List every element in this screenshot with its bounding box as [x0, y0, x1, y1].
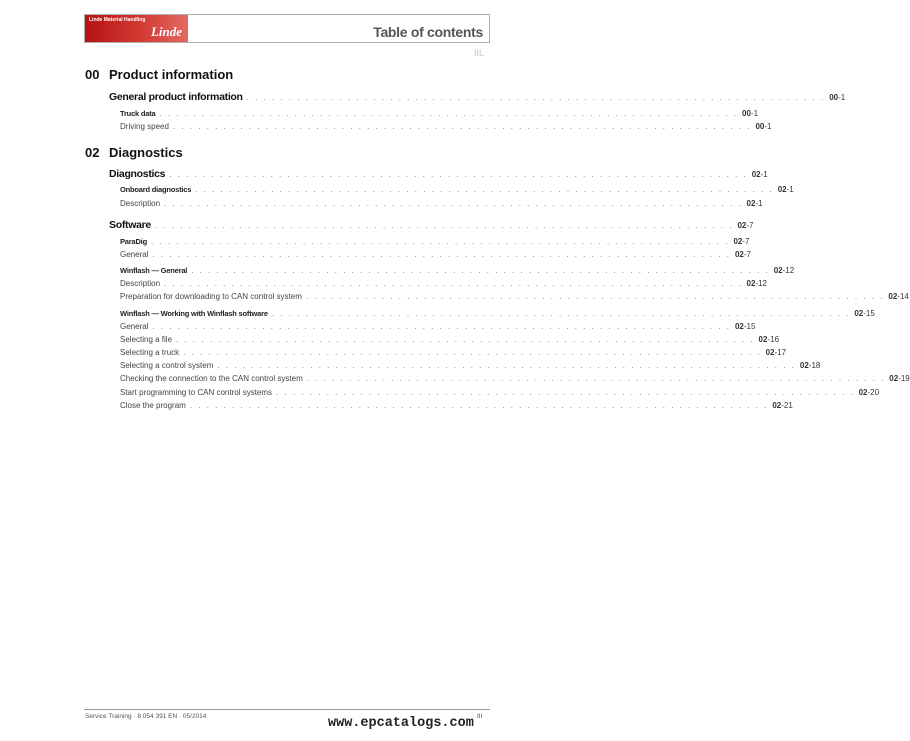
toc-entry[interactable]	[120, 122, 772, 131]
toc-page-number: 02-1	[746, 199, 763, 208]
toc-page-number: 02-7	[733, 237, 750, 246]
toc-entry[interactable]	[109, 168, 768, 180]
toc-entry-label: Onboard diagnostics	[120, 185, 192, 194]
dot-leader: . . . . . . . . . . . . . . . . . . . . . . . . . . . . . . . . . . . . . . . . . . . . . . . . . . . . . . . . . . . . . . . . . . . . .	[305, 292, 885, 301]
toc-page-number: 02-21	[772, 401, 793, 410]
toc-entry[interactable]	[120, 266, 795, 275]
toc-entry[interactable]	[120, 309, 875, 318]
toc-entry-label: Close the program	[120, 401, 186, 410]
toc-page-number: 00-1	[742, 109, 759, 118]
dot-leader: . . . . . . . . . . . . . . . . . . . . . . . . . . . . . . . . . . . . . . . . . . . . . . . . . . . . . . . . . . . . . . . . . . . . .	[195, 185, 774, 194]
dot-leader: . . . . . . . . . . . . . . . . . . . . . . . . . . . . . . . . . . . . . . . . . . . . . . . . . . . . . . . . . . . . . . . . . . . . .	[159, 109, 739, 118]
corner-mark: IIL	[474, 48, 485, 58]
chapter-heading	[85, 67, 233, 82]
dot-leader: . . . . . . . . . . . . . . . . . . . . . . . . . . . . . . . . . . . . . . . . . . . . . . . . . . . . . . . . . . . . . . . . . . . . .	[191, 266, 770, 275]
footer-text: Service Training · 8 054 391 EN · 05/2014	[85, 713, 207, 720]
toc-page-number: 02-14	[888, 292, 909, 301]
toc-entry-label: General	[120, 250, 149, 259]
dot-leader: . . . . . . . . . . . . . . . . . . . . . . . . . . . . . . . . . . . . . . . . . . . . . . . . . . . . . . . . . . . . . . . . . . . . .	[271, 309, 851, 318]
page-number: III	[477, 713, 483, 720]
toc-entry-label: Winflash — General	[120, 266, 188, 275]
dot-leader: . . . . . . . . . . . . . . . . . . . . . . . . . . . . . . . . . . . . . . . . . . . . . . . . . . . . . . . . . . . . . . . . . . . . .	[164, 199, 743, 208]
linde-logo: Linde	[150, 24, 182, 39]
dot-leader: . . . . . . . . . . . . . . . . . . . . . . . . . . . . . . . . . . . . . . . . . . . . . . . . . . . . . . . . . . . . . . . . . . . . .	[246, 93, 826, 102]
watermark-text: www.epcatalogs.com	[328, 716, 474, 731]
dot-leader: . . . . . . . . . . . . . . . . . . . . . . . . . . . . . . . . . . . . . . . . . . . . . . . . . . . . . . . . . . . . . . . . . . . . .	[154, 221, 734, 230]
toc-page-number: 00-1	[829, 93, 846, 102]
toc-entry[interactable]	[120, 279, 767, 288]
dot-leader: . . . . . . . . . . . . . . . . . . . . . . . . . . . . . . . . . . . . . . . . . . . . . . . . . . . . . . . . . . . . . . . . . . . . .	[176, 335, 755, 344]
toc-entry-label: Description	[120, 199, 161, 208]
page-title: Table of contents	[373, 24, 483, 40]
chapter-title: Product information	[109, 67, 234, 82]
footer-divider	[84, 709, 490, 710]
toc-page-number: 02-15	[854, 309, 875, 318]
toc-page-number: 02-1	[751, 170, 768, 179]
toc-page-number: 02-1	[777, 185, 794, 194]
toc-entry-label: Description	[120, 279, 161, 288]
page-header	[84, 14, 490, 43]
toc-page-number: 02-15	[734, 322, 756, 331]
toc-entry-label: General product information	[109, 91, 243, 103]
chapter-number: 00	[85, 67, 100, 82]
toc-page-number: 02-7	[734, 250, 752, 259]
toc-page-number: 02-18	[799, 361, 821, 370]
toc-entry-label: Winflash — Working with Winflash software	[120, 309, 268, 318]
toc-entry[interactable]	[120, 348, 787, 357]
toc-entry[interactable]	[120, 199, 763, 208]
dot-leader: . . . . . . . . . . . . . . . . . . . . . . . . . . . . . . . . . . . . . . . . . . . . . . . . . . . . . . . . . . . . . . . . . . . . .	[164, 279, 743, 288]
toc-entry[interactable]	[120, 361, 821, 370]
chapter-title: Diagnostics	[109, 145, 183, 160]
brand-small-text: Linde Material Handling	[89, 17, 146, 23]
toc-entry-label: Driving speed	[120, 122, 169, 131]
brand-logo-block	[85, 15, 188, 42]
dot-leader: . . . . . . . . . . . . . . . . . . . . . . . . . . . . . . . . . . . . . . . . . . . . . . . . . . . . . . . . . . . . . . . . . . . . .	[169, 170, 748, 179]
dot-leader: . . . . . . . . . . . . . . . . . . . . . . . . . . . . . . . . . . . . . . . . . . . . . . . . . . . . . . . . . . . . . . . . . . . . .	[172, 122, 752, 131]
toc-entry-label: Selecting a file	[120, 335, 173, 344]
toc-entry-label: Start programming to CAN control systems	[120, 388, 273, 397]
toc-entry-label: Selecting a truck	[120, 348, 180, 357]
dot-leader: . . . . . . . . . . . . . . . . . . . . . . . . . . . . . . . . . . . . . . . . . . . . . . . . . . . . . . . . . . . . . . . . . . . . .	[150, 237, 730, 246]
toc-entry[interactable]	[120, 388, 880, 397]
toc-entry-label: Checking the connection to the CAN control system	[120, 374, 303, 383]
dot-leader: . . . . . . . . . . . . . . . . . . . . . . . . . . . . . . . . . . . . . . . . . . . . . . . . . . . . . . . . . . . . . . . . . . . . .	[152, 250, 731, 259]
toc-entry[interactable]	[109, 91, 846, 103]
toc-page-number: 02-12	[773, 266, 795, 275]
toc-entry[interactable]	[120, 292, 909, 301]
toc-page-number: 02-20	[858, 388, 880, 397]
dot-leader: . . . . . . . . . . . . . . . . . . . . . . . . . . . . . . . . . . . . . . . . . . . . . . . . . . . . . . . . . . . . . . . . . . . . .	[306, 374, 886, 383]
toc-entry[interactable]	[109, 219, 754, 231]
toc-entry-label: ParaDig	[120, 237, 147, 246]
dot-leader: . . . . . . . . . . . . . . . . . . . . . . . . . . . . . . . . . . . . . . . . . . . . . . . . . . . . . . . . . . . . . . . . . . . . .	[152, 322, 731, 331]
toc-entry[interactable]	[120, 335, 780, 344]
toc-page-number: 02-12	[746, 279, 767, 288]
chapter-number: 02	[85, 145, 100, 160]
toc-entry[interactable]	[120, 401, 793, 410]
chapter-heading	[85, 145, 183, 160]
toc-entry-label: Diagnostics	[109, 168, 166, 180]
toc-entry-label: Preparation for downloading to CAN control system	[120, 292, 302, 301]
toc-entry[interactable]	[120, 185, 794, 194]
toc-page-number: 02-7	[737, 221, 754, 230]
toc-entry[interactable]	[120, 109, 759, 118]
toc-page-number: 02-19	[889, 374, 910, 383]
toc-entry[interactable]	[120, 322, 756, 331]
toc-entry[interactable]	[120, 374, 910, 383]
dot-leader: . . . . . . . . . . . . . . . . . . . . . . . . . . . . . . . . . . . . . . . . . . . . . . . . . . . . . . . . . . . . . . . . . . . . .	[189, 401, 769, 410]
toc-entry-label: Selecting a control system	[120, 361, 214, 370]
dot-leader: . . . . . . . . . . . . . . . . . . . . . . . . . . . . . . . . . . . . . . . . . . . . . . . . . . . . . . . . . . . . . . . . . . . . .	[183, 348, 762, 357]
toc-page-number: 02-17	[765, 348, 787, 357]
toc-entry[interactable]	[120, 237, 750, 246]
dot-leader: . . . . . . . . . . . . . . . . . . . . . . . . . . . . . . . . . . . . . . . . . . . . . . . . . . . . . . . . . . . . . . . . . . . . .	[217, 361, 796, 370]
dot-leader: . . . . . . . . . . . . . . . . . . . . . . . . . . . . . . . . . . . . . . . . . . . . . . . . . . . . . . . . . . . . . . . . . . . . .	[276, 388, 855, 397]
toc-entry-label: General	[120, 322, 149, 331]
toc-entry-label: Truck data	[120, 109, 156, 118]
toc-entry-label: Software	[109, 219, 151, 231]
toc-page-number: 02-16	[758, 335, 780, 344]
toc-page-number: 00-1	[755, 122, 772, 131]
toc-entry[interactable]	[120, 250, 752, 259]
